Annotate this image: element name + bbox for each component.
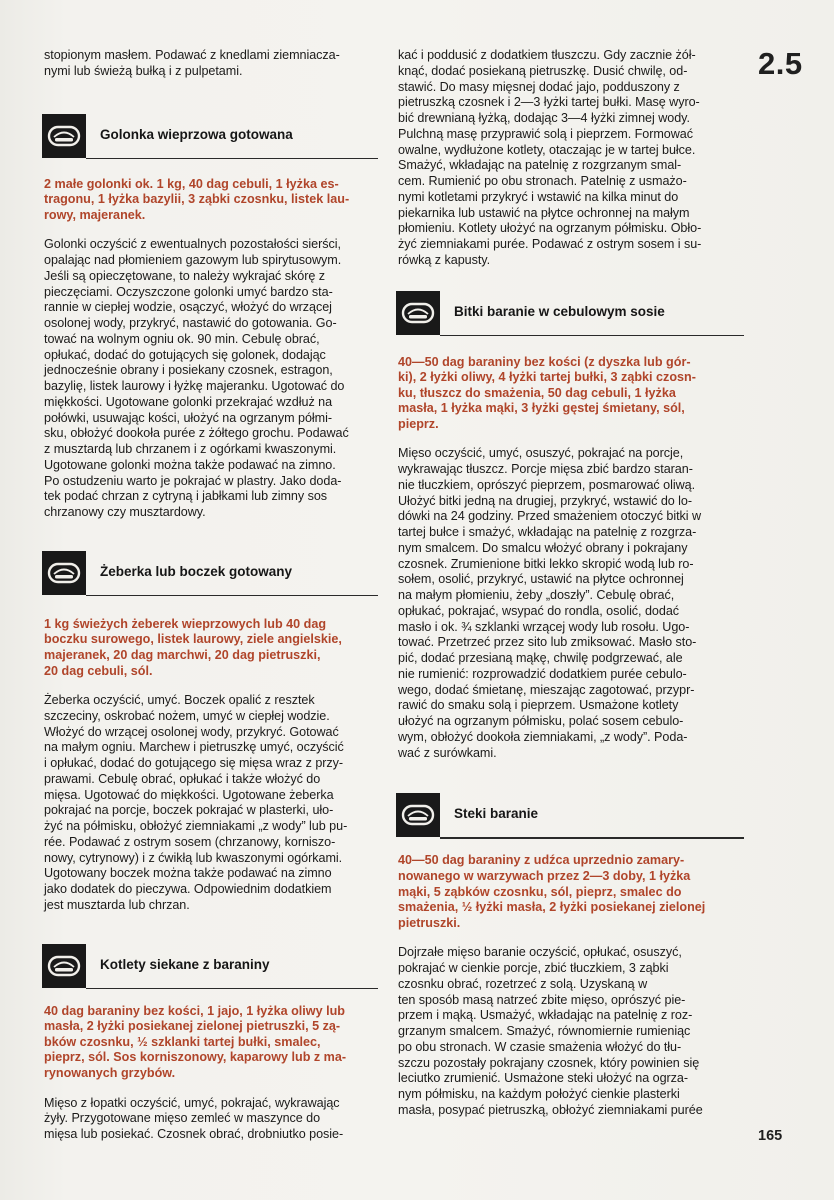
recipe-header-steki	[396, 793, 740, 837]
ingredients-list: 40—50 dag baraniny z udźca uprzednio zamary- nowanego w warzywach przez 2—3 doby, 1 łyżka mąki, 5 ząbków czosnku, sól, pieprz, smalec do smażenia, ½ łyżki masła, 2 łyżki posiekanej zielonej pietruszki.	[398, 853, 706, 930]
pot-icon	[396, 793, 440, 837]
recipe-title: Kotlety siekane z baraniny	[100, 956, 270, 972]
pot-icon	[42, 114, 86, 158]
recipe-header-zeberka	[42, 551, 374, 595]
header-rule	[86, 595, 378, 597]
recipe-title: Steki baranie	[454, 806, 539, 822]
ingredients-list: 40 dag baraniny bez kości, 1 jajo, 1 łyżka oliwy lub masła, 2 łyżki posiekanej zielonej pietruszki, 5 zą- bków czosnku, ½ szklanki tartej bułki, smalec, pieprz, sól. Sos korniszonowy, kaparowy lub z ma- rynowanych grzybów.	[44, 1003, 347, 1081]
pot-icon	[396, 291, 440, 335]
header-rule	[86, 988, 378, 990]
right-column	[398, 48, 740, 1119]
page-number: 165	[758, 1128, 783, 1144]
recipe-instructions: Mięso oczyścić, umyć, osuszyć, pokrajać na porcje, wykrawając tłuszcz. Porcje mięsa zbić bardzo staran- nie tłuczkiem, oprószyć pieprzem, posmarować oliwą. Ułożyć bitki jedną na drugiej, przykryć, wstawić do lo- dówki na 24 godziny. Przed smażeniem otoczyć bitki w tartej bułce i smażyć, wkładając na patelnię z rozgrza- nym smalcem. Do smalcu włożyć obrany i pokrajany czosnek. Zrumienione bitki lekko skropić wodą lub ro- sołem, osolić, przykryć, ustawić na płytce ochronnej na małym płomieniu, żeby „doszły”. Cebulę obrać, opłukać, pokrajać, wsypać do rondla, osolić, dodać masło i ok. ¾ szklanki wrzącej wody lub rosołu. Ugo- tować. Przetrzeć przez sito lub zmiksować. Masło sto- pić, dodać przesianą mąkę, chwilę podgrzewać, ale nie rumienić: rozprowadzić dodatkiem purée cebulo- wego, dodać śmietanę, mieszając zagotować, przypr- rawić do smaku solą i pieprzem. Usmażone kotlety ułożyć na ogrzanym półmisku, polać sosem cebulo- wym, obłożyć dookoła ziemniakami, „z wody”. Poda- wać z surówkami.	[398, 446, 702, 760]
recipe-instructions: Żeberka oczyścić, umyć. Boczek opalić z resztek szczeciny, oskrobać nożem, umyć w ciepłej wodzie. Włożyć do wrzącej osolonej wody, przykryć. Gotować na małym ogniu. Marchew i pietruszkę umyć, oczyścić i opłukać, dodać do gotującego się mięsa wraz z przy- prawami. Cebulę obrać, opłukać i także włożyć do mięsa. Ugotować do miękkości. Ugotowane żeberka pokrajać na porcje, boczek pokrajać w plasterki, uło- żyć na półmisku, obłożyć ziemniakami „z wody” lub pu- rée. Podawać z ostrym sosem (chrzanowy, korniszo- nowy, cytrynowy) i z ćwikłą lub kwaszonymi ogórkami. Ugotowany boczek można także podawać na zimno jako dodatek do pieczywa. Odpowiednim dodatkiem jest musztarda lub chrzan.	[44, 693, 348, 912]
left-column	[44, 48, 374, 1143]
ingredients-list: 40—50 dag baraniny bez kości (z dyszka lub gór- ki), 2 łyżki oliwy, 4 łyżki tartej bułki, 3 ząbki czosn- ku, tłuszcz do smażenia, 50 dag cebuli, 1 łyżka masła, 1 łyżka mąki, 3 łyżki gęstej śmietany, sól, pieprz.	[398, 354, 696, 431]
ingredients-list: 1 kg świeżych żeberek wieprzowych lub 40 dag boczku surowego, listek laurowy, ziele angielskie, majeranek, 20 dag marchwi, 20 dag pietruszki, 20 dag cebuli, sól.	[44, 616, 342, 678]
continued-text: kać i poddusić z dodatkiem tłuszczu. Gdy zacznie żół- knąć, dodać posiekaną pietruszkę. Dusić chwilę, od- stawić. Do masy mięsnej dodać jajo, podduszony z pietruszką czosnek i 2—3 łyżki tartej bułki. Masę wyro- bić drewnianą łyżką, dodając 3—4 łyżki zimnej wody. Pulchną masę przyprawić solą i pieprzem. Formować owalne, wydłużone kotlety, otaczając je w tartej bułce. Smażyć, wkładając na patelnię z rozgrzanym smal- cem. Rumienić po obu stronach. Patelnię z usmażo- nymi kotletami przykryć i wstawić na kilka minut do piekarnika lub ustawić na płytce ochronnej na małym płomieniu. Kotlety ułożyć na ogrzanym półmisku. Obło- żyć ziemniakami purée. Podawać z ostrym sosem i su- rówką z kapusty.	[398, 48, 702, 267]
recipe-instructions: Dojrzałe mięso baranie oczyścić, opłukać, osuszyć, pokrajać w cienkie porcje, zbić tłuczkiem, 3 ząbki czosnku obrać, rozetrzeć z solą. Uzyskaną w ten sposób masą natrzeć zbite mięso, oprószyć pie- przem i mąką. Usmażyć, wkładając na patelnię z roz- grzanym smalcem. Smażyć, równomiernie rumieniąc po obu stronach. W czasie smażenia włożyć do tłu- szczu pozostały pokrajany czosnek, który powinien się leciutko zrumienić. Usmażone steki ułożyć na ogrza- nym półmisku, na każdym położyć cienkie plasterki masła, posypać pietruszką, obłożyć ziemniakami purée	[398, 945, 703, 1117]
recipe-instructions: Mięso z łopatki oczyścić, umyć, pokrajać, wykrawając żyły. Przygotowane mięso zemleć w maszynce do mięsa lub posiekać. Czosnek obrać, drobniutko posie-	[44, 1095, 344, 1142]
section-number: 2.5	[758, 46, 803, 81]
recipe-title: Golonka wieprzowa gotowana	[100, 126, 293, 142]
recipe-header-kotlety	[42, 944, 374, 988]
recipe-title: Żeberka lub boczek gotowany	[100, 563, 293, 579]
pot-icon	[42, 551, 86, 595]
header-rule	[440, 335, 744, 337]
header-rule	[86, 158, 378, 160]
recipe-title: Bitki baranie w cebulowym sosie	[454, 303, 665, 319]
recipe-header-bitki	[396, 291, 740, 335]
header-rule	[440, 837, 744, 839]
continued-text: stopionym masłem. Podawać z knedlami ziemniacza- nymi lub świeżą bułką i z pulpetami.	[44, 48, 340, 78]
recipe-header-golonka	[42, 114, 374, 158]
ingredients-list: 2 małe golonki ok. 1 kg, 40 dag cebuli, 1 łyżka es- tragonu, 1 łyżka bazylii, 3 ząbki czosnku, listek lau- rowy, majeranek.	[44, 176, 350, 222]
recipe-instructions: Golonki oczyścić z ewentualnych pozostałości sierści, opalając nad płomieniem gazowym lub spirytusowym. Jeśli są opieczętowane, to należy wykrajać skórę z pieczęciami. Oczyszczone golonki umyć bardzo sta- rannie w ciepłej wodzie, osączyć, włożyć do wrzącej osolonej wody, przykryć, nastawić do gotowania. Go- tować na wolnym ogniu ok. 90 min. Cebulę obrać, opłukać, dodać do gotujących się golonek, dodając jednocześnie obrany i posiekany czosnek, estragon, bazylię, listek laurowy i łyżkę majeranku. Ugotować do miękkości. Ugotowane golonki przekrajać wzdłuż na połówki, usuwając kości, ułożyć na ogrzanym półmi- sku, obłożyć dookoła purée z żółtego grochu. Podawać z musztardą lub chrzanem i z ogórkami kwaszonymi. Ugotowane golonki można także podawać na zimno. Po ostudzeniu warto je pokrajać w plastry. Jako doda- tek podać chrzan z cytryną i jabłkami lub zimny sos chrzanowy czy musztardowy.	[44, 237, 349, 520]
pot-icon	[42, 944, 86, 988]
